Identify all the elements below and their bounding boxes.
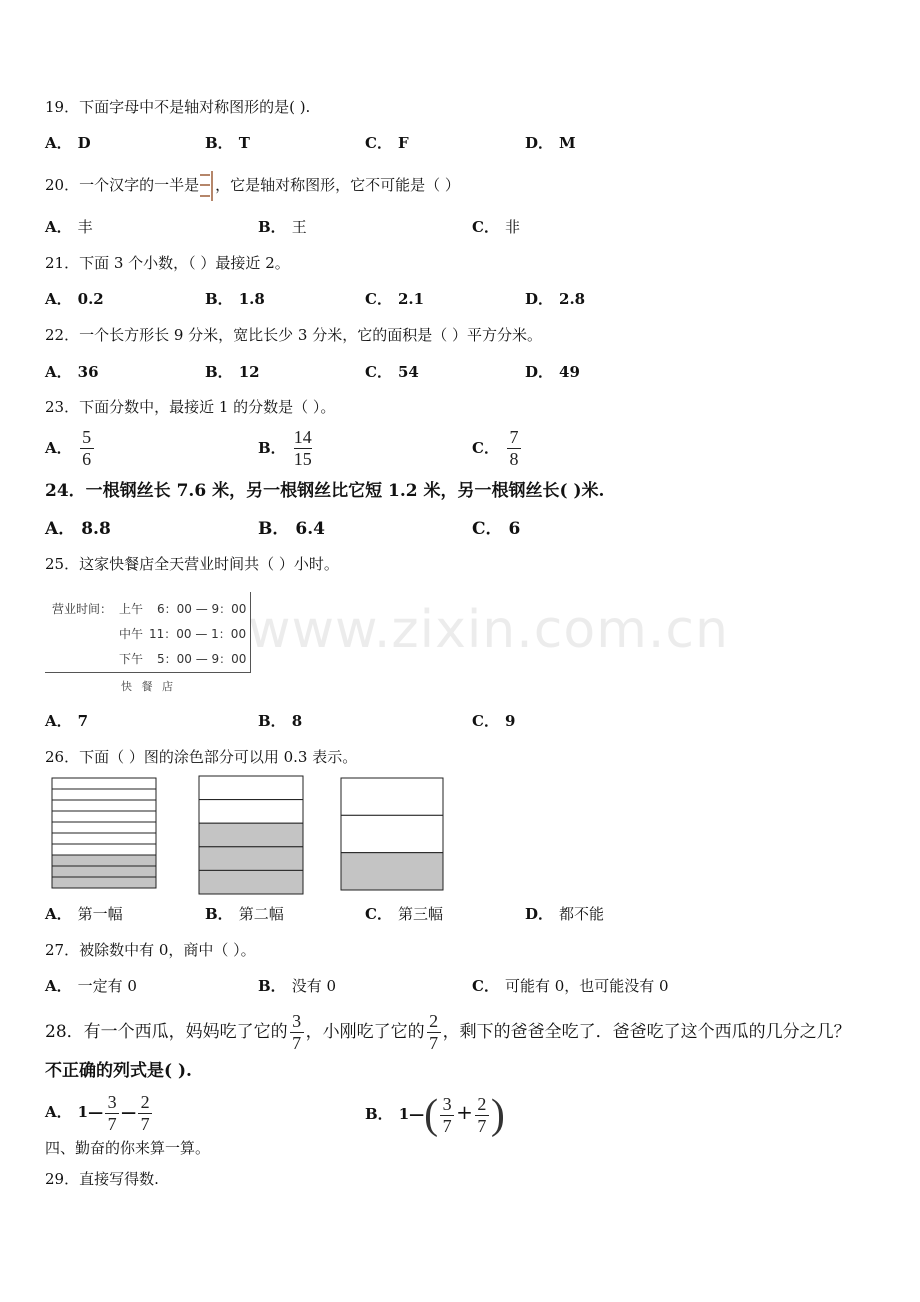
- schedule-period: 上午: [119, 602, 144, 616]
- q20-option-c[interactable]: C． 非: [472, 218, 520, 236]
- unshaded-part: [341, 778, 443, 815]
- q23-option-b[interactable]: B． $\frac{14}{15}$: [258, 427, 312, 469]
- fraction: $\frac{3}{7}$: [290, 1012, 304, 1053]
- q21-option-d[interactable]: D． 2.8: [525, 290, 586, 308]
- unshaded-part: [52, 822, 156, 833]
- q19-option-a[interactable]: A． D: [45, 134, 91, 152]
- q26-option-d[interactable]: D． 都不能: [525, 905, 605, 923]
- q28-option-b[interactable]: B． 1—( $\frac{3}{7}$ + $\frac{2}{7}$ ): [365, 1092, 505, 1138]
- q22-option-d[interactable]: D． 49: [525, 363, 580, 381]
- q26-option-b[interactable]: B． 第二幅: [205, 905, 284, 923]
- question-28: 28．有一个西瓜，妈妈吃了它的 $\frac{3}{7}$ ，小刚吃了它的 $\frac{2}{7}$ ，剩下的爸爸全吃了．爸爸吃了这个西瓜的几分之几？: [45, 1011, 851, 1053]
- q21-option-b[interactable]: B． 1.8: [205, 290, 265, 308]
- q22-option-b[interactable]: B． 12: [205, 363, 260, 381]
- q19-option-c[interactable]: C． F: [365, 134, 409, 152]
- q21-option-c[interactable]: C． 2.1: [365, 290, 425, 308]
- q22-option-a[interactable]: A． 36: [45, 363, 99, 381]
- schedule-time: 5：00 — 9：00: [157, 652, 247, 666]
- q27-option-a[interactable]: A． 一定有 0: [45, 977, 137, 995]
- question-21: 21．下面 3 个小数，（ ）最接近 2。: [45, 254, 290, 272]
- q19-option-b[interactable]: B． T: [205, 134, 250, 152]
- unshaded-part: [52, 789, 156, 800]
- unshaded-part: [341, 815, 443, 852]
- fraction: $\frac{14}{15}$: [293, 427, 312, 469]
- watermark: www.zixin.com.cn: [248, 600, 729, 660]
- shaded-part: [199, 823, 303, 847]
- fraction: $\frac{2}{7}$: [427, 1012, 441, 1053]
- q19-option-d[interactable]: D． M: [525, 134, 576, 152]
- figure-1: [52, 778, 156, 888]
- question-27: 27．被除数中有 0，商中（ ）。: [45, 941, 256, 959]
- shaded-part: [341, 853, 443, 890]
- shaded-part: [52, 855, 156, 866]
- q25-option-a[interactable]: A． 7: [45, 712, 89, 730]
- schedule-period: 中午: [119, 627, 144, 641]
- question-29: 29．直接写得数.: [45, 1170, 159, 1188]
- question-19: 19．下面字母中不是轴对称图形的是( ).: [45, 98, 311, 116]
- question-24: 24．一根钢丝长 7.6 米，另一根钢丝比它短 1.2 米，另一根钢丝长( )米.: [45, 481, 605, 501]
- unshaded-part: [52, 833, 156, 844]
- question-20: 20．一个汉字的一半是 ，它是轴对称图形，它不可能是（ ）: [45, 170, 460, 201]
- question-22: 22．一个长方形长 9 分米，宽比长少 3 分米，它的面积是（ ）平方分米。: [45, 326, 543, 344]
- q25-option-c[interactable]: C． 9: [472, 712, 516, 730]
- q27-option-b[interactable]: B． 没有 0: [258, 977, 336, 995]
- q20-option-a[interactable]: A． 丰: [45, 218, 93, 236]
- q20-option-b[interactable]: B． 王: [258, 218, 307, 236]
- q26-option-a[interactable]: A． 第一幅: [45, 905, 123, 923]
- q28-option-a[interactable]: A． 1— $\frac{3}{7}$ — $\frac{2}{7}$: [45, 1090, 154, 1134]
- q24-option-c[interactable]: C． 6: [472, 519, 521, 539]
- unshaded-part: [52, 811, 156, 822]
- shaded-part: [199, 870, 303, 894]
- question-26: 26．下面（ ）图的涂色部分可以用 0.3 表示。: [45, 748, 358, 766]
- unshaded-part: [199, 776, 303, 800]
- q23-option-a[interactable]: A． $\frac{5}{6}$: [45, 428, 96, 469]
- fraction: $\frac{3}{7}$: [440, 1095, 454, 1136]
- q21-option-a[interactable]: A． 0.2: [45, 290, 104, 308]
- q26-option-c[interactable]: C． 第三幅: [365, 905, 443, 923]
- q27-option-c[interactable]: C． 可能有 0，也可能没有 0: [472, 977, 669, 995]
- figure-2: [199, 776, 303, 894]
- shaded-part: [199, 847, 303, 871]
- shop-name: 快 餐 店: [121, 680, 176, 693]
- schedule-time: 6：00 — 9：00: [157, 602, 247, 616]
- fraction: $\frac{3}{7}$: [105, 1093, 119, 1134]
- unshaded-part: [52, 844, 156, 855]
- fraction: $\frac{7}{8}$: [507, 428, 521, 469]
- question-28-prompt: 不正确的列式是( ).: [45, 1061, 192, 1081]
- q25-option-b[interactable]: B． 8: [258, 712, 303, 730]
- q24-option-a[interactable]: A． 8.8: [45, 519, 111, 539]
- shaded-part: [52, 877, 156, 888]
- question-25: 25．这家快餐店全天营业时间共（ ）小时。: [45, 555, 339, 573]
- q24-option-b[interactable]: B． 6.4: [258, 519, 325, 539]
- question-23: 23．下面分数中，最接近 1 的分数是（ ）。: [45, 398, 336, 416]
- q23-option-c[interactable]: C． $\frac{7}{8}$: [472, 428, 523, 469]
- unshaded-part: [199, 800, 303, 824]
- schedule-time: 11：00 — 1：00: [149, 627, 247, 641]
- unshaded-part: [52, 778, 156, 789]
- schedule-period: 下午: [119, 652, 144, 666]
- schedule-heading: 营业时间：: [52, 602, 113, 616]
- q22-option-c[interactable]: C． 54: [365, 363, 419, 381]
- fraction: $\frac{2}{7}$: [475, 1095, 489, 1136]
- fraction: $\frac{2}{7}$: [138, 1093, 152, 1134]
- shaded-part: [52, 866, 156, 877]
- fraction: $\frac{5}{6}$: [80, 428, 94, 469]
- unshaded-part: [52, 800, 156, 811]
- figure-3: [341, 778, 443, 890]
- section-heading: 四、勤奋的你来算一算。: [45, 1139, 211, 1157]
